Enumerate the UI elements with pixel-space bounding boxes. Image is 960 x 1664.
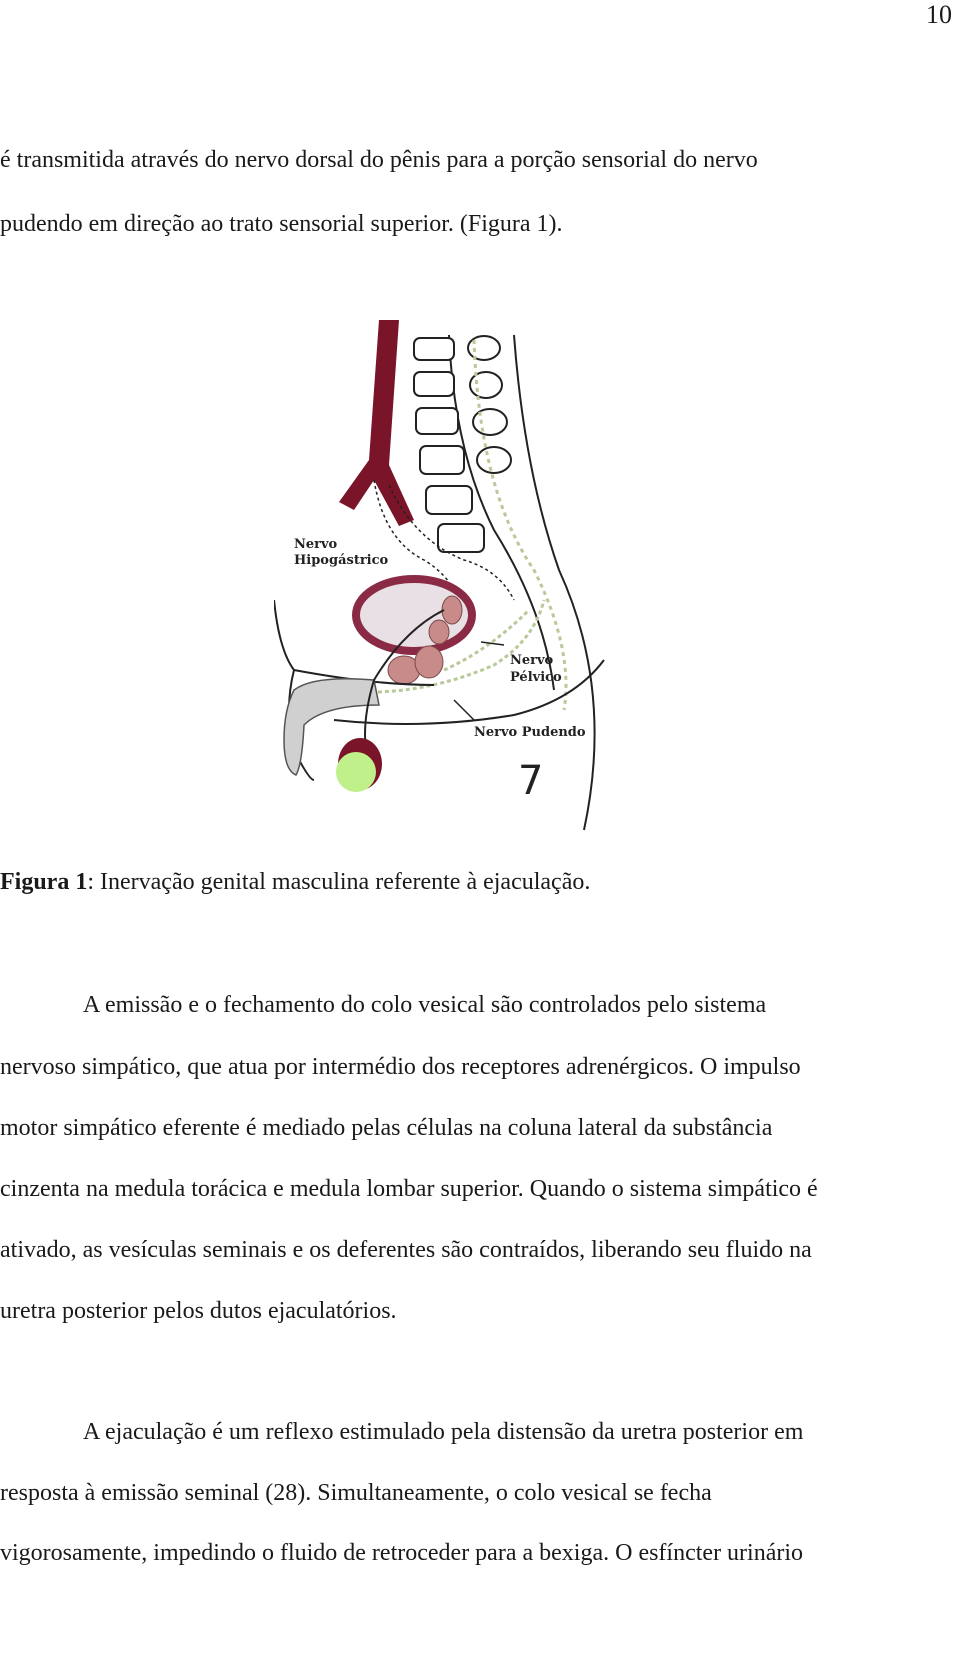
artery <box>339 320 414 526</box>
paragraph1-line-6: uretra posterior pelos dutos ejaculatórios. <box>0 1298 397 1324</box>
paragraph1-line-2: nervoso simpático, que atua por intermédio dos receptores adrenérgicos. O impulso <box>0 1054 801 1080</box>
paragraph1-line-1: A emissão e o fechamento do colo vesical são controlados pelo sistema <box>83 992 767 1018</box>
paragraph1-line-4: cinzenta na medula torácica e medula lombar superior. Quando o sistema simpático é <box>0 1176 818 1202</box>
label-hipogastrico-2: Hipogástrico <box>294 553 389 568</box>
paragraph2-line-3: vigorosamente, impedindo o fluido de retroceder para a bexiga. O esfíncter urinário <box>0 1540 804 1566</box>
spine-outline <box>514 335 595 830</box>
intro-line-1: é transmitida através do nervo dorsal do pênis para a porção sensorial do nervo <box>0 147 758 173</box>
handwritten-mark: 7 <box>518 758 544 804</box>
label-pudendo: Nervo Pudendo <box>474 725 586 740</box>
paragraph1-line-5: ativado, as vesículas seminais e os deferentes são contraídos, liberando seu fluido na <box>0 1237 812 1263</box>
paragraph1-line-3: motor simpático eferente é mediado pelas células na coluna lateral da substância <box>0 1115 773 1141</box>
page-number: 10 <box>926 0 952 29</box>
paragraph2-line-1: A ejaculação é um reflexo estimulado pela distensão da uretra posterior em <box>83 1419 804 1445</box>
testis <box>336 752 376 792</box>
caption-text: : Inervação genital masculina referente à ejaculação. <box>87 869 591 895</box>
figure-1-illustration <box>274 270 688 890</box>
label-pelvico-2: Pélvico <box>510 670 562 685</box>
paragraph2-line-2: resposta à emissão seminal (28). Simultaneamente, o colo vesical se fecha <box>0 1480 712 1506</box>
figure-caption <box>0 870 590 894</box>
caption-label: Figura 1 <box>0 869 88 895</box>
intro-line-2: pudendo em direção ao trato sensorial superior. (Figura 1). <box>0 211 563 237</box>
label-pelvico-1: Nervo <box>510 653 554 668</box>
label-hipogastrico-1: Nervo <box>294 537 338 552</box>
